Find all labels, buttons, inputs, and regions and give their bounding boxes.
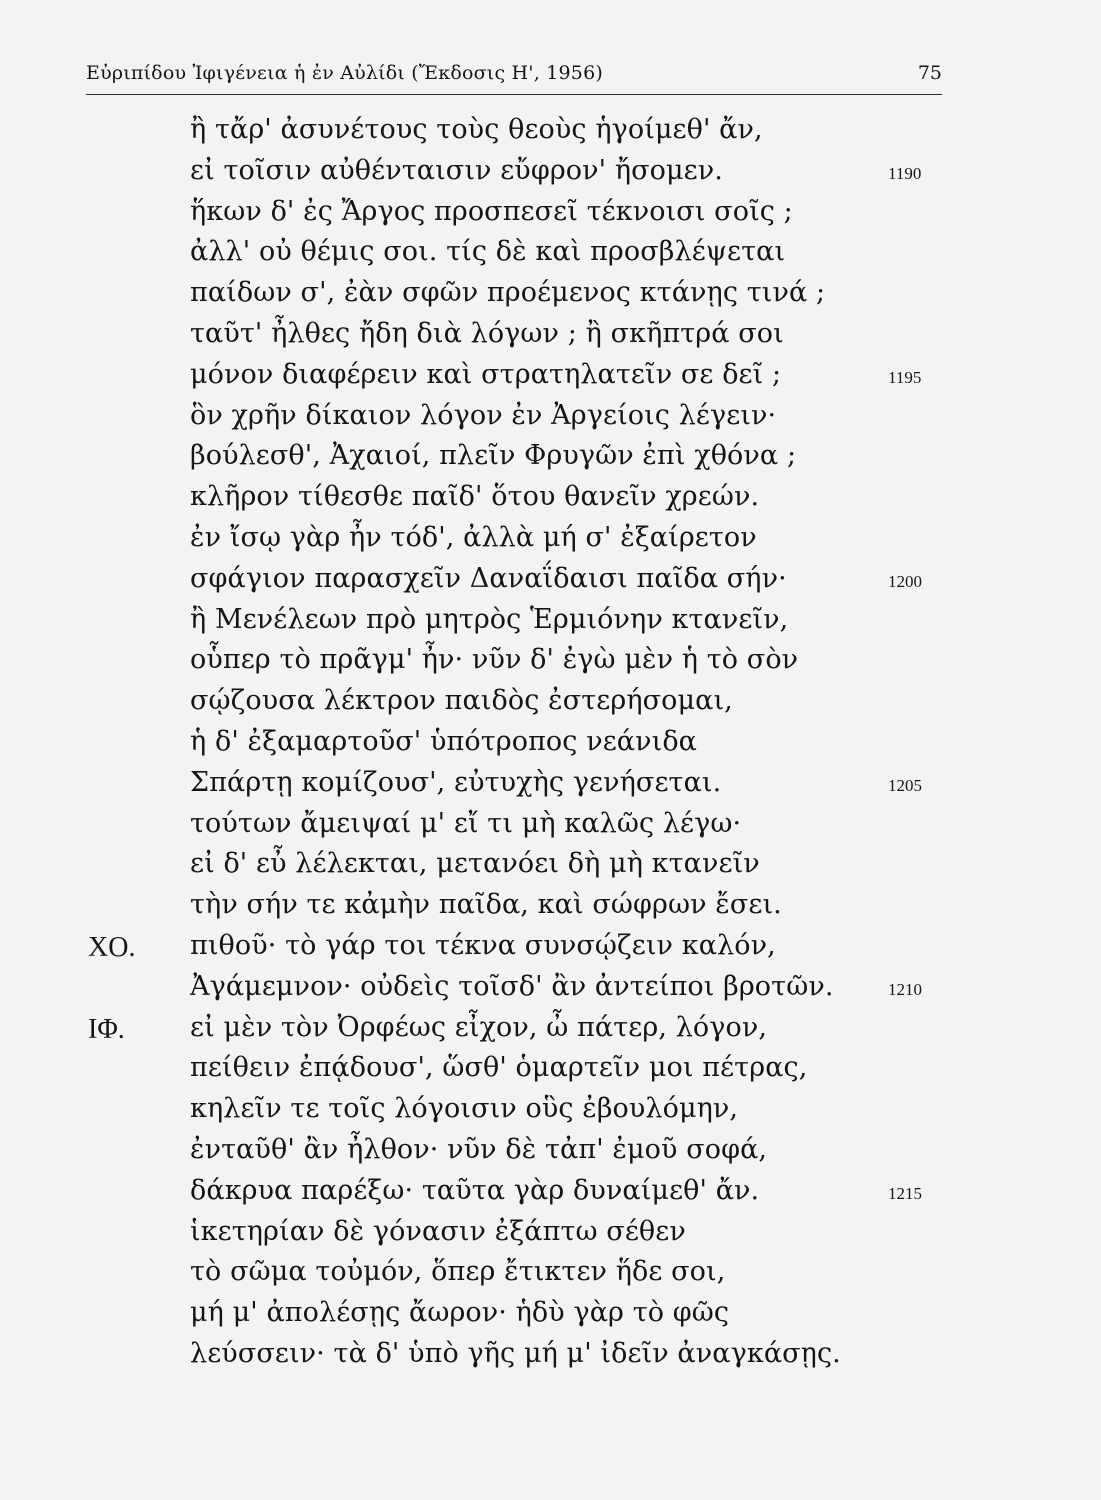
verse-line	[0, 236, 1101, 277]
verse-text: Ἀγάμεμνον· οὐδεὶς τοῖσδ' ἂν ἀντείποι βροτῶν.	[190, 970, 834, 1002]
verse-text: ἐν ἴσῳ γὰρ ἦν τόδ', ἀλλὰ μή σ' ἐξαίρετον	[190, 521, 757, 553]
verse-text: τὸ σῶμα τοὐμόν, ὅπερ ἔτικτεν ἥδε σοι,	[190, 1256, 726, 1288]
verse-text: δάκρυα παρέξω· ταῦτα γὰρ δυναίμεθ' ἄν.	[190, 1174, 760, 1206]
verse-line	[0, 196, 1101, 237]
verse-text: ἀλλ' οὐ θέμις σοι. τίς δὲ καὶ προσβλέψεται	[190, 236, 786, 268]
verse-line	[0, 1052, 1101, 1093]
verse-line	[0, 971, 1101, 1012]
verse-text: πιθοῦ· τὸ γάρ τοι τέκνα συνσῴζειν καλόν,	[190, 929, 776, 961]
verse-text: ἢ τἄρ' ἀσυνέτους τοὺς θεοὺς ἡγοίμεθ' ἄν,	[190, 114, 763, 145]
verse-line	[0, 1175, 1101, 1216]
verse-text: ἥκων δ' ἐς Ἄργος προσπεσεῖ τέκνοισι σοῖς ;	[190, 195, 793, 227]
verse-text: εἰ τοῖσιν αὐθένταισιν εὔφρον' ἤσομεν.	[190, 154, 723, 186]
line-number: 1195	[888, 367, 922, 387]
verse-text: ἐνταῦθ' ἂν ἦλθον· νῦν δὲ τἀπ' ἐμοῦ σοφά,	[190, 1133, 768, 1165]
verse-line	[0, 1012, 1101, 1053]
verse-text: ἢ Μενέλεων πρὸ μητρὸς Ἑρμιόνην κτανεῖν,	[190, 603, 789, 635]
verse-text: ταῦτ' ἦλθες ἤδη διὰ λόγων ; ἢ σκῆπτρά σοι	[190, 317, 784, 349]
verse-line	[0, 808, 1101, 849]
verse-line	[0, 155, 1101, 196]
verse-line	[0, 481, 1101, 522]
verse-line	[0, 1134, 1101, 1175]
line-number: 1215	[888, 1183, 922, 1203]
verse-line	[0, 685, 1101, 726]
verse-text: σῴζουσα λέκτρον παιδὸς ἐστερήσομαι,	[190, 685, 733, 717]
verse-line	[0, 1216, 1101, 1257]
verse-text: ἡ δ' ἐξαμαρτοῦσ' ὑπότροπος νεάνιδα	[190, 725, 698, 757]
verse-line	[0, 114, 1101, 155]
verse-line	[0, 400, 1101, 441]
verse-text: μή μ' ἀπολέσῃς ἄωρον· ἡδὺ γὰρ τὸ φῶς	[190, 1297, 730, 1329]
verse-text: παίδων σ', ἐὰν σφῶν προέμενος κτάνῃς τινά ;	[190, 277, 826, 309]
verse-text: μόνον διαφέρειν καὶ στρατηλατεῖν σε δεῖ ;	[190, 358, 782, 390]
speaker-label: ΧΟ.	[88, 931, 136, 963]
verse-text: κηλεῖν τε τοῖς λόγοισιν οὓς ἐβουλόμην,	[190, 1093, 739, 1125]
line-number: 1190	[888, 163, 922, 183]
verse-line	[0, 848, 1101, 889]
verse-line	[0, 767, 1101, 808]
verse-body	[0, 114, 1101, 1379]
speaker-label: ΙΦ.	[88, 1013, 125, 1045]
verse-text: Σπάρτῃ κομίζουσ', εὐτυχὴς γενήσεται.	[190, 766, 722, 798]
verse-line	[0, 1297, 1101, 1338]
running-title: Εὐριπίδου Ἰφιγένεια ἡ ἐν Αὐλίδι (Ἔκδοσις Η', 1956)	[86, 62, 603, 84]
verse-line	[0, 1093, 1101, 1134]
verse-line	[0, 359, 1101, 400]
verse-text: λεύσσειν· τὰ δ' ὑπὸ γῆς μή μ' ἰδεῖν ἀναγκάσῃς.	[190, 1337, 841, 1369]
verse-line	[0, 889, 1101, 930]
verse-text: ἱκετηρίαν δὲ γόνασιν ἐξάπτω σέθεν	[190, 1215, 686, 1247]
line-number: 1200	[888, 571, 922, 591]
line-number: 1205	[888, 775, 922, 795]
verse-line	[0, 930, 1101, 971]
verse-text: κλῆρον τίθεσθε παῖδ' ὅτου θανεῖν χρεών.	[190, 481, 760, 513]
verse-text: ὃν χρῆν δίκαιον λόγον ἐν Ἀργείοις λέγειν·	[190, 399, 777, 431]
verse-line	[0, 604, 1101, 645]
verse-line	[0, 277, 1101, 318]
running-header	[86, 62, 942, 95]
verse-line	[0, 563, 1101, 604]
line-number: 1210	[888, 979, 922, 999]
verse-text: σφάγιον παρασχεῖν Δαναΐδαισι παῖδα σήν·	[190, 562, 787, 594]
verse-text: τούτων ἄμειψαί μ' εἴ τι μὴ καλῶς λέγω·	[190, 807, 742, 839]
verse-line	[0, 1338, 1101, 1379]
verse-line	[0, 522, 1101, 563]
verse-line	[0, 644, 1101, 685]
page-number: 75	[917, 62, 942, 84]
verse-text: εἰ μὲν τὸν Ὀρφέως εἶχον, ὦ πάτερ, λόγον,	[190, 1011, 768, 1043]
verse-text: οὗπερ τὸ πρᾶγμ' ἦν· νῦν δ' ἐγὼ μὲν ἡ τὸ σὸν	[190, 644, 799, 676]
verse-text: πείθειν ἐπᾴδουσ', ὥσθ' ὁμαρτεῖν μοι πέτρας,	[190, 1052, 808, 1084]
verse-line	[0, 440, 1101, 481]
verse-line	[0, 726, 1101, 767]
verse-text: τὴν σήν τε κἀμὴν παῖδα, καὶ σώφρων ἔσει.	[190, 889, 782, 921]
verse-line	[0, 318, 1101, 359]
verse-text: εἰ δ' εὖ λέλεκται, μετανόει δὴ μὴ κτανεῖν	[190, 848, 760, 880]
verse-text: βούλεσθ', Ἀχαιοί, πλεῖν Φρυγῶν ἐπὶ χθόνα ;	[190, 440, 797, 472]
verse-line	[0, 1256, 1101, 1297]
